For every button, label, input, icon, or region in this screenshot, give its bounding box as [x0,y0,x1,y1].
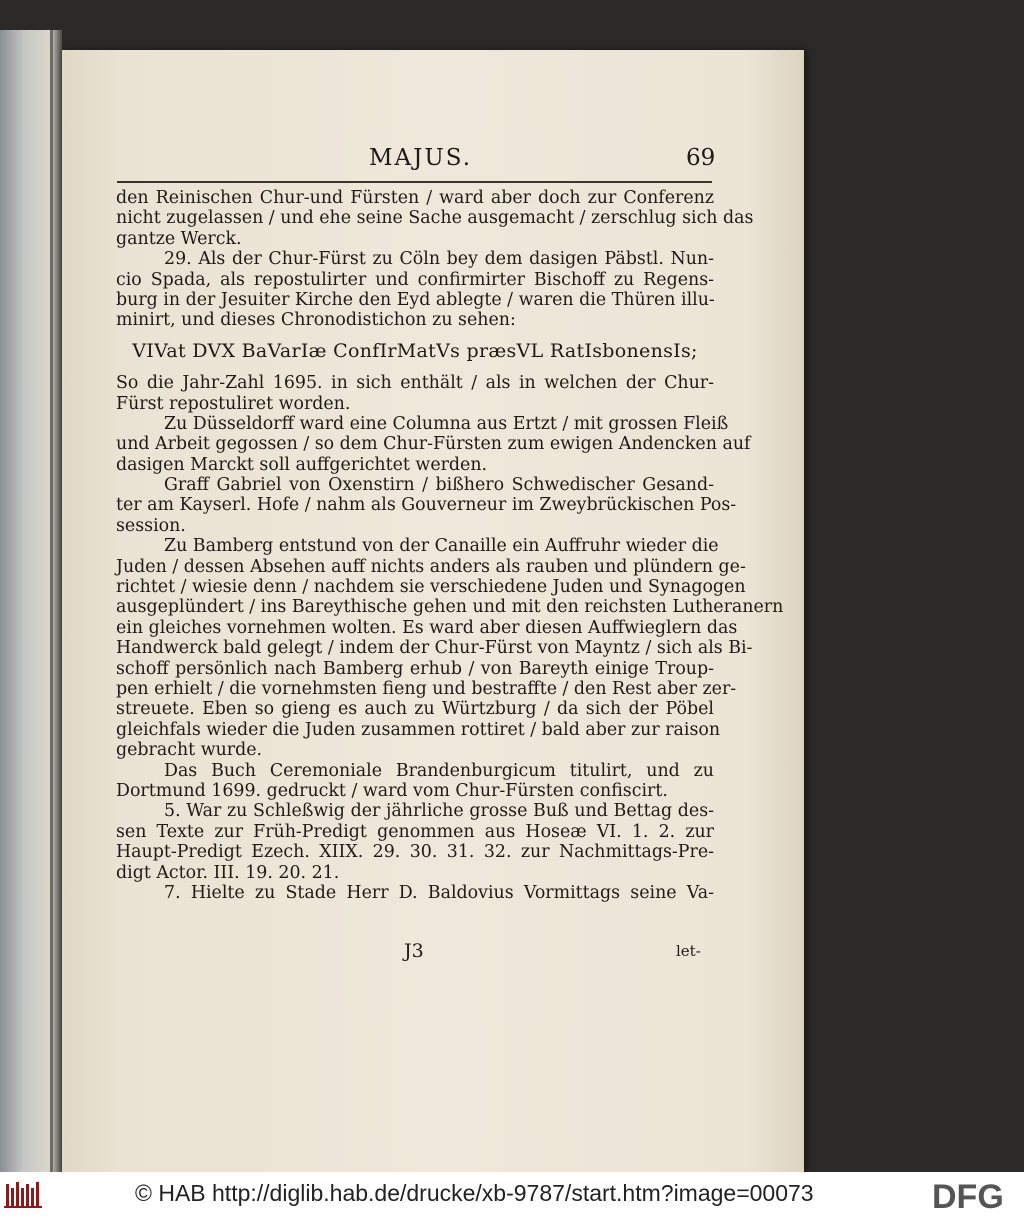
text-line: ter am Kayserl. Hofe / nahm als Gouverneur im Zweybrückischen Pos- [116,495,737,516]
text-line: Fürst repostuliret worden. [116,393,351,414]
text-line: cio Spada, als repostulirter und confirmirter Bischoff zu Regens- [116,269,714,290]
text-line: 29. Als der Chur-Fürst zu Cöln bey dem dasigen Päbstl. Nun- [164,249,714,270]
text-line: Graff Gabriel von Oxenstirn / bißhero Schwedischer Gesand- [164,475,714,496]
book-gutter [50,30,53,1172]
text-line: Haupt-Predigt Ezech. XIIX. 29. 30. 31. 32. zur Nachmittags-Pre- [116,842,714,863]
text-line: dasigen Marckt soll auffgerichtet werden. [116,454,488,475]
text-line: richtet / wiesie denn / nachdem sie verschiedene Juden und Synagogen [116,577,746,598]
text-line: den Reinischen Chur-und Fürsten / ward aber doch zur Conferenz [116,188,714,208]
text-line: Zu Düsseldorff ward eine Columna aus Ertzt / mit grossen Fleiß [164,413,729,434]
body-text [116,188,784,903]
running-title: MAJUS. [369,145,473,171]
text-line: ein gleiches vornehmen wolten. Es ward aber diesen Auffwieglern das [116,617,738,638]
text-line: gleichfals wieder die Juden zusammen rottiret / bald aber zur raison [116,719,721,740]
text-line: gantze Werck. [116,228,242,249]
signature-mark: J3 [404,940,424,962]
text-line: Zu Bamberg entstund von der Canaille ein Auffruhr wieder die [164,536,719,557]
text-line: So die Jahr-Zahl 1695. in sich enthält / als in welchen der Chur- [116,373,714,394]
catchword: let- [676,942,701,960]
text-line: Juden / dessen Absehen auff nichts anders als rauben und plündern ge- [116,556,746,577]
header-rule [117,181,712,183]
text-line: Dortmund 1699. gedruckt / ward vom Chur-Fürsten confiscirt. [116,780,668,801]
text-line: ausgeplündert / ins Bareythische gehen und mit den reichsten Lutheranern [116,597,784,618]
text-line: nicht zugelassen / und ehe seine Sache ausgemacht / zerschlug sich das [116,208,754,229]
text-line: 5. War zu Schleßwig der jährliche grosse Buß und Bettag des- [164,801,714,822]
copyright-link[interactable]: © HAB http://diglib.hab.de/drucke/xb-9787/start.htm?image=00073 [135,1180,814,1206]
text-line: schoff persönlich nach Bamberg erhub / von Bareyth einige Troup- [116,658,714,679]
text-line: sen Texte zur Früh-Predigt genommen aus Hoseæ VI. 1. 2. zur [116,821,714,842]
text-line: burg in der Jesuiter Kirche den Eyd ablegte / waren die Thüren illu- [116,289,715,310]
text-line: digt Actor. III. 19. 20. 21. [116,862,340,883]
text-line: gebracht wurde. [116,740,263,761]
text-line: und Arbeit gegossen / so dem Chur-Fürsten zum ewigen Andencken auf [116,434,751,455]
viewer-footer [0,1172,1024,1217]
text-line: Handwerck bald gelegt / indem der Chur-Fürst von Mayntz / sich als Bi- [116,638,753,659]
text-line: session. [116,515,186,536]
text-line: minirt, und dieses Chronodistichon zu sehen: [116,310,516,331]
text-line: Das Buch Ceremoniale Brandenburgicum titulirt, und zu [164,760,714,781]
dfg-logo-icon [932,1176,1020,1212]
library-logo-icon [4,1180,44,1210]
svg-text:DFG: DFG [932,1178,1004,1212]
page-number: 69 [686,145,716,171]
chronodistichon: VIVat DVX BaVarIæ ConfIrMatVs præsVL RatIsbonensIs; [132,339,698,362]
text-line: streuete. Eben so gieng es auch zu Würtzburg / da sich der Pöbel [116,699,714,720]
text-line: pen erhielt / die vornehmsten fieng und bestraffte / den Rest aber zer- [116,678,737,699]
text-line: 7. Hielte zu Stade Herr D. Baldovius Vormittags seine Va- [164,882,714,903]
page-header [62,145,804,185]
